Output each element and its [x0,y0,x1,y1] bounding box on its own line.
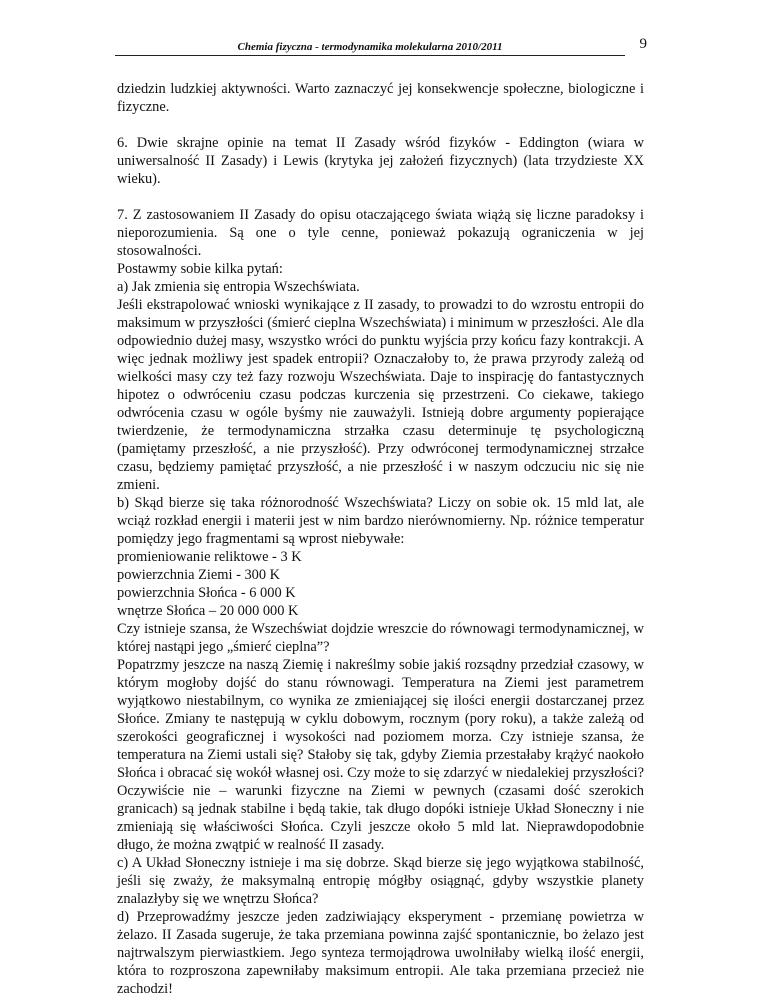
paragraph-equilibrium-question: Czy istnieje szansa, że Wszechświat dojdzie wreszcie do równowagi termodynamicznej, w której nastąpi jego „śmierć cieplna”? [117,621,644,655]
page-number: 9 [639,36,647,52]
paragraph-item-6: 6. Dwie skrajne opinie na temat II Zasady wśród fizyków - Eddington (wiara w uniwersalność II Zasady) i Lewis (krytyka jej założeń fizycznych) (lata trzydzieste XX wieku). [117,135,644,187]
temperature-line: powierzchnia Słońca - 6 000 K [117,585,296,601]
paragraph-earth: Popatrzmy jeszcze na naszą Ziemię i nakreślmy sobie jakiś rozsądny przedział czasowy, w którym mogłoby dojść do stanu równowagi. Temperatura na Ziemi jest parametrem wyjątkowo niestabilnym, co wynika ze zmieniającej się ilości energii dostarczanej przez Słońce. Zmiany te następują w cyklu dobowym, rocznym (pory roku), a także zależą od szerokości geograficznej i wysokości nad poziomem morza. Czy istnieje szansa, że temperatura na Ziemi ustali się? Stałoby się tak, gdyby Ziemia przestałaby krążyć naokoło Słońca i obracać się wokół własnej osi. Czy może to się zdarzyć w niedalekiej przyszłości? Oczywiście nie – warunki fizyczne na Ziemi w pewnych (czasami dość szerokich granicach) są jednak stabilne i będą takie, tak długo dopóki istnieje Układ Słoneczny i nie zmieniają się właściwości Słońca. Czyli jeszcze około 5 mld lat. Nieprawdopodobnie długo, że można zwątpić w realność II zasady. [117,657,644,853]
question-b: b) Skąd bierze się taka różnorodność Wszechświata? Liczy on sobie ok. 15 mld lat, ale wciąż rozkład energii i materii jest w nim bardzo nierównomierny. Np. różnice temperatur pomiędzy jego fragmentami są wprost niebywałe: [117,495,644,547]
running-header [115,36,647,58]
answer-a: Jeśli ekstrapolować wnioski wynikające z II zasady, to prowadzi to do wzrostu entropii do maksimum w przyszłości (śmierć cieplna Wszechświata) i minimum w przeszłości. Ale dla odpowiednio dużej masy, wszystko wróci do punktu wyjścia przy końcu fazy kontrakcji. A więc jednak możliwy jest spadek entropii? Oznaczałoby to, że prawa przyrody zależą od wielkości masy czy też fazy rozwoju Wszechświata. Daje to inspirację do fantastycznych hipotez o odwróceniu czasu podczas kurczenia się przestrzeni. Co ciekawe, takiego odwrócenia czasu w ogóle byśmy nie zauważyli. Istnieją dobre argumenty popierające twierdzenie, że termodynamiczna strzałka czasu determinuje tę psychologiczną (pamiętamy przeszłość, a nie przyszłość). Przy odwróconej termodynamicznej strzałce czasu, będziemy pamiętać przyszłość, a nie przeszłość i w naszym odczuciu nic się nie zmieni. [117,297,644,493]
header-rule [115,55,625,56]
paragraph-item-7: 7. Z zastosowaniem II Zasady do opisu otaczającego świata wiążą się liczne paradoksy i nieporozumienia. Są one o tyle cenne, ponieważ pokazują ograniczenia w jej stosowalności. [117,207,644,259]
paragraph-questions-intro: Postawmy sobie kilka pytań: [117,261,283,277]
paragraph-continuation: dziedzin ludzkiej aktywności. Warto zaznaczyć jej konsekwencje społeczne, biologiczne i fizyczne. [117,81,644,115]
question-c: c) A Układ Słoneczny istnieje i ma się dobrze. Skąd bierze się jego wyjątkowa stabilność, jeśli się zważy, że maksymalną entropię mógłby osiągnąć, gdyby wszystkie planety znalazłyby się we wnętrzu Słońca? [117,855,644,907]
question-a: a) Jak zmienia się entropia Wszechświata. [117,279,360,295]
temperature-line: wnętrze Słońca – 20 000 000 K [117,603,299,619]
temperature-line: powierzchnia Ziemi - 300 K [117,567,281,583]
header-title: Chemia fizyczna - termodynamika molekularna 2010/2011 [237,41,503,53]
temperature-line: promieniowanie reliktowe - 3 K [117,549,302,565]
question-d: d) Przeprowadźmy jeszcze jeden zadziwiający eksperyment - przemianę powietrza w żelazo. II Zasada sugeruje, że taka przemiana powinna zajść spontanicznie, bo żelazo jest najtrwalszym pierwiastkiem. Jego synteza termojądrowa uwolniłaby wielką ilość energii, która to rozproszona zapewniłaby maksimum entropii. Ale taka przemiana przecież nie zachodzi! [117,909,644,997]
body-text [117,80,644,998]
